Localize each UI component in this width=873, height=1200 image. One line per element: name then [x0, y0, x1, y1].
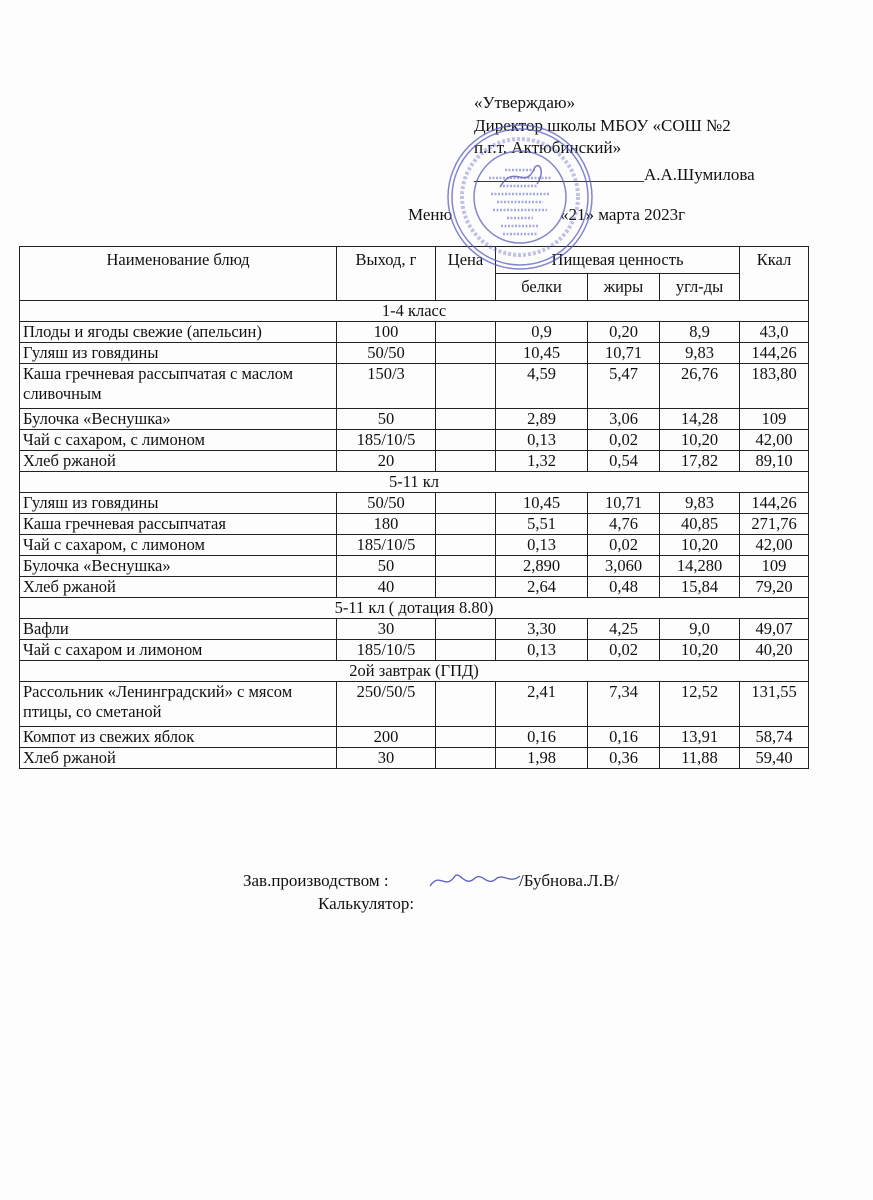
cell-fat: 0,02	[588, 640, 660, 661]
cell-protein: 5,51	[496, 514, 588, 535]
table-row	[20, 430, 809, 451]
table-row	[20, 640, 809, 661]
table-row	[20, 748, 809, 769]
cell-output: 40	[337, 577, 436, 598]
cell-name: Каша гречневая рассыпчатая с маслом сливочным	[20, 364, 337, 409]
cell-carbs: 40,85	[660, 514, 740, 535]
section-title: 1-4 класс	[20, 301, 809, 322]
cell-price	[436, 322, 496, 343]
production-manager-label: Зав.производством :	[243, 871, 389, 890]
table-row	[20, 514, 809, 535]
cell-carbs: 14,280	[660, 556, 740, 577]
cell-carbs: 9,0	[660, 619, 740, 640]
cell-kcal: 271,76	[740, 514, 809, 535]
cell-carbs: 10,20	[660, 430, 740, 451]
cell-carbs: 8,9	[660, 322, 740, 343]
header-output: Выход, г	[337, 247, 436, 301]
cell-fat: 0,36	[588, 748, 660, 769]
cell-protein: 2,890	[496, 556, 588, 577]
cell-fat: 3,06	[588, 409, 660, 430]
section-row	[20, 598, 809, 619]
table-row	[20, 451, 809, 472]
cell-output: 185/10/5	[337, 535, 436, 556]
cell-kcal: 42,00	[740, 430, 809, 451]
header-name: Наименование блюд	[20, 247, 337, 301]
director-line-2: п.г.т. Актюбинский»	[474, 138, 622, 157]
production-manager-name: /Бубнова.Л.В/	[519, 871, 620, 890]
cell-output: 50/50	[337, 343, 436, 364]
cell-carbs: 13,91	[660, 727, 740, 748]
cell-output: 50	[337, 409, 436, 430]
cell-protein: 4,59	[496, 364, 588, 409]
cell-kcal: 59,40	[740, 748, 809, 769]
calculator-label: Калькулятор:	[318, 894, 415, 913]
cell-price	[436, 364, 496, 409]
cell-output: 200	[337, 727, 436, 748]
menu-label: Меню	[408, 205, 453, 224]
cell-price	[436, 577, 496, 598]
menu-date: «21» марта 2023г	[560, 205, 686, 224]
cell-protein: 10,45	[496, 343, 588, 364]
cell-name: Хлеб ржаной	[20, 577, 337, 598]
cell-name: Вафли	[20, 619, 337, 640]
section-title: 5-11 кл	[20, 472, 809, 493]
cell-name: Чай с сахаром и лимоном	[20, 640, 337, 661]
cell-output: 30	[337, 619, 436, 640]
cell-name: Чай с сахаром, с лимоном	[20, 430, 337, 451]
cell-price	[436, 493, 496, 514]
cell-output: 100	[337, 322, 436, 343]
section-title: 2ой завтрак (ГПД)	[20, 661, 809, 682]
cell-carbs: 14,28	[660, 409, 740, 430]
cell-price	[436, 640, 496, 661]
cell-name: Компот из свежих яблок	[20, 727, 337, 748]
section-row	[20, 661, 809, 682]
table-row	[20, 322, 809, 343]
cell-protein: 0,13	[496, 640, 588, 661]
cell-output: 185/10/5	[337, 430, 436, 451]
cell-output: 180	[337, 514, 436, 535]
cell-protein: 0,13	[496, 430, 588, 451]
handwritten-signature	[425, 866, 525, 896]
cell-kcal: 144,26	[740, 343, 809, 364]
cell-name: Гуляш из говядины	[20, 343, 337, 364]
table-row	[20, 727, 809, 748]
header-carbs: угл-ды	[660, 274, 740, 301]
table-row	[20, 409, 809, 430]
cell-kcal: 183,80	[740, 364, 809, 409]
cell-kcal: 109	[740, 556, 809, 577]
section-row	[20, 301, 809, 322]
table-row	[20, 343, 809, 364]
cell-name: Каша гречневая рассыпчатая	[20, 514, 337, 535]
cell-protein: 0,13	[496, 535, 588, 556]
cell-protein: 2,41	[496, 682, 588, 727]
cell-price	[436, 343, 496, 364]
cell-output: 50/50	[337, 493, 436, 514]
cell-fat: 5,47	[588, 364, 660, 409]
table-row	[20, 364, 809, 409]
cell-kcal: 109	[740, 409, 809, 430]
cell-price	[436, 514, 496, 535]
cell-kcal: 131,55	[740, 682, 809, 727]
cell-name: Плоды и ягоды свежие (апельсин)	[20, 322, 337, 343]
cell-fat: 0,16	[588, 727, 660, 748]
cell-carbs: 12,52	[660, 682, 740, 727]
cell-fat: 0,20	[588, 322, 660, 343]
cell-protein: 0,16	[496, 727, 588, 748]
cell-carbs: 15,84	[660, 577, 740, 598]
cell-output: 30	[337, 748, 436, 769]
cell-fat: 0,54	[588, 451, 660, 472]
cell-carbs: 9,83	[660, 493, 740, 514]
cell-fat: 4,25	[588, 619, 660, 640]
cell-kcal: 42,00	[740, 535, 809, 556]
cell-name: Гуляш из говядины	[20, 493, 337, 514]
table-row	[20, 556, 809, 577]
menu-table	[19, 246, 809, 769]
cell-price	[436, 556, 496, 577]
cell-price	[436, 619, 496, 640]
cell-kcal: 43,0	[740, 322, 809, 343]
cell-fat: 7,34	[588, 682, 660, 727]
cell-protein: 2,89	[496, 409, 588, 430]
cell-price	[436, 430, 496, 451]
cell-fat: 3,060	[588, 556, 660, 577]
cell-carbs: 10,20	[660, 640, 740, 661]
cell-kcal: 40,20	[740, 640, 809, 661]
cell-carbs: 26,76	[660, 364, 740, 409]
cell-price	[436, 409, 496, 430]
cell-protein: 10,45	[496, 493, 588, 514]
cell-name: Рассольник «Ленинградский» с мясом птицы, со сметаной	[20, 682, 337, 727]
cell-name: Хлеб ржаной	[20, 451, 337, 472]
cell-kcal: 144,26	[740, 493, 809, 514]
table-row	[20, 535, 809, 556]
cell-output: 20	[337, 451, 436, 472]
cell-output: 185/10/5	[337, 640, 436, 661]
cell-output: 50	[337, 556, 436, 577]
cell-price	[436, 682, 496, 727]
table-row	[20, 682, 809, 727]
header-kcal: Ккал	[740, 247, 809, 301]
approval-heading: «Утверждаю»	[474, 93, 576, 112]
cell-carbs: 17,82	[660, 451, 740, 472]
cell-price	[436, 727, 496, 748]
section-title: 5-11 кл ( дотация 8.80)	[20, 598, 809, 619]
cell-protein: 2,64	[496, 577, 588, 598]
cell-fat: 10,71	[588, 343, 660, 364]
header-nutrition: Пищевая ценность	[496, 247, 740, 274]
director-line-1: Директор школы МБОУ «СОШ №2	[474, 116, 731, 135]
cell-kcal: 79,20	[740, 577, 809, 598]
cell-output: 250/50/5	[337, 682, 436, 727]
cell-fat: 10,71	[588, 493, 660, 514]
cell-name: Булочка «Веснушка»	[20, 409, 337, 430]
cell-price	[436, 748, 496, 769]
cell-protein: 3,30	[496, 619, 588, 640]
cell-protein: 0,9	[496, 322, 588, 343]
cell-price	[436, 535, 496, 556]
cell-kcal: 49,07	[740, 619, 809, 640]
header-protein: белки	[496, 274, 588, 301]
cell-carbs: 10,20	[660, 535, 740, 556]
table-row	[20, 577, 809, 598]
cell-price	[436, 451, 496, 472]
cell-name: Хлеб ржаной	[20, 748, 337, 769]
cell-name: Чай с сахаром, с лимоном	[20, 535, 337, 556]
cell-protein: 1,98	[496, 748, 588, 769]
cell-carbs: 11,88	[660, 748, 740, 769]
cell-carbs: 9,83	[660, 343, 740, 364]
cell-output: 150/3	[337, 364, 436, 409]
director-signature-line: ____________________А.А.Шумилова	[474, 165, 755, 184]
cell-fat: 0,48	[588, 577, 660, 598]
cell-protein: 1,32	[496, 451, 588, 472]
cell-name: Булочка «Веснушка»	[20, 556, 337, 577]
cell-kcal: 58,74	[740, 727, 809, 748]
section-row	[20, 472, 809, 493]
cell-fat: 4,76	[588, 514, 660, 535]
cell-fat: 0,02	[588, 535, 660, 556]
header-fat: жиры	[588, 274, 660, 301]
table-row	[20, 619, 809, 640]
cell-kcal: 89,10	[740, 451, 809, 472]
header-price: Цена	[436, 247, 496, 301]
table-row	[20, 493, 809, 514]
cell-fat: 0,02	[588, 430, 660, 451]
